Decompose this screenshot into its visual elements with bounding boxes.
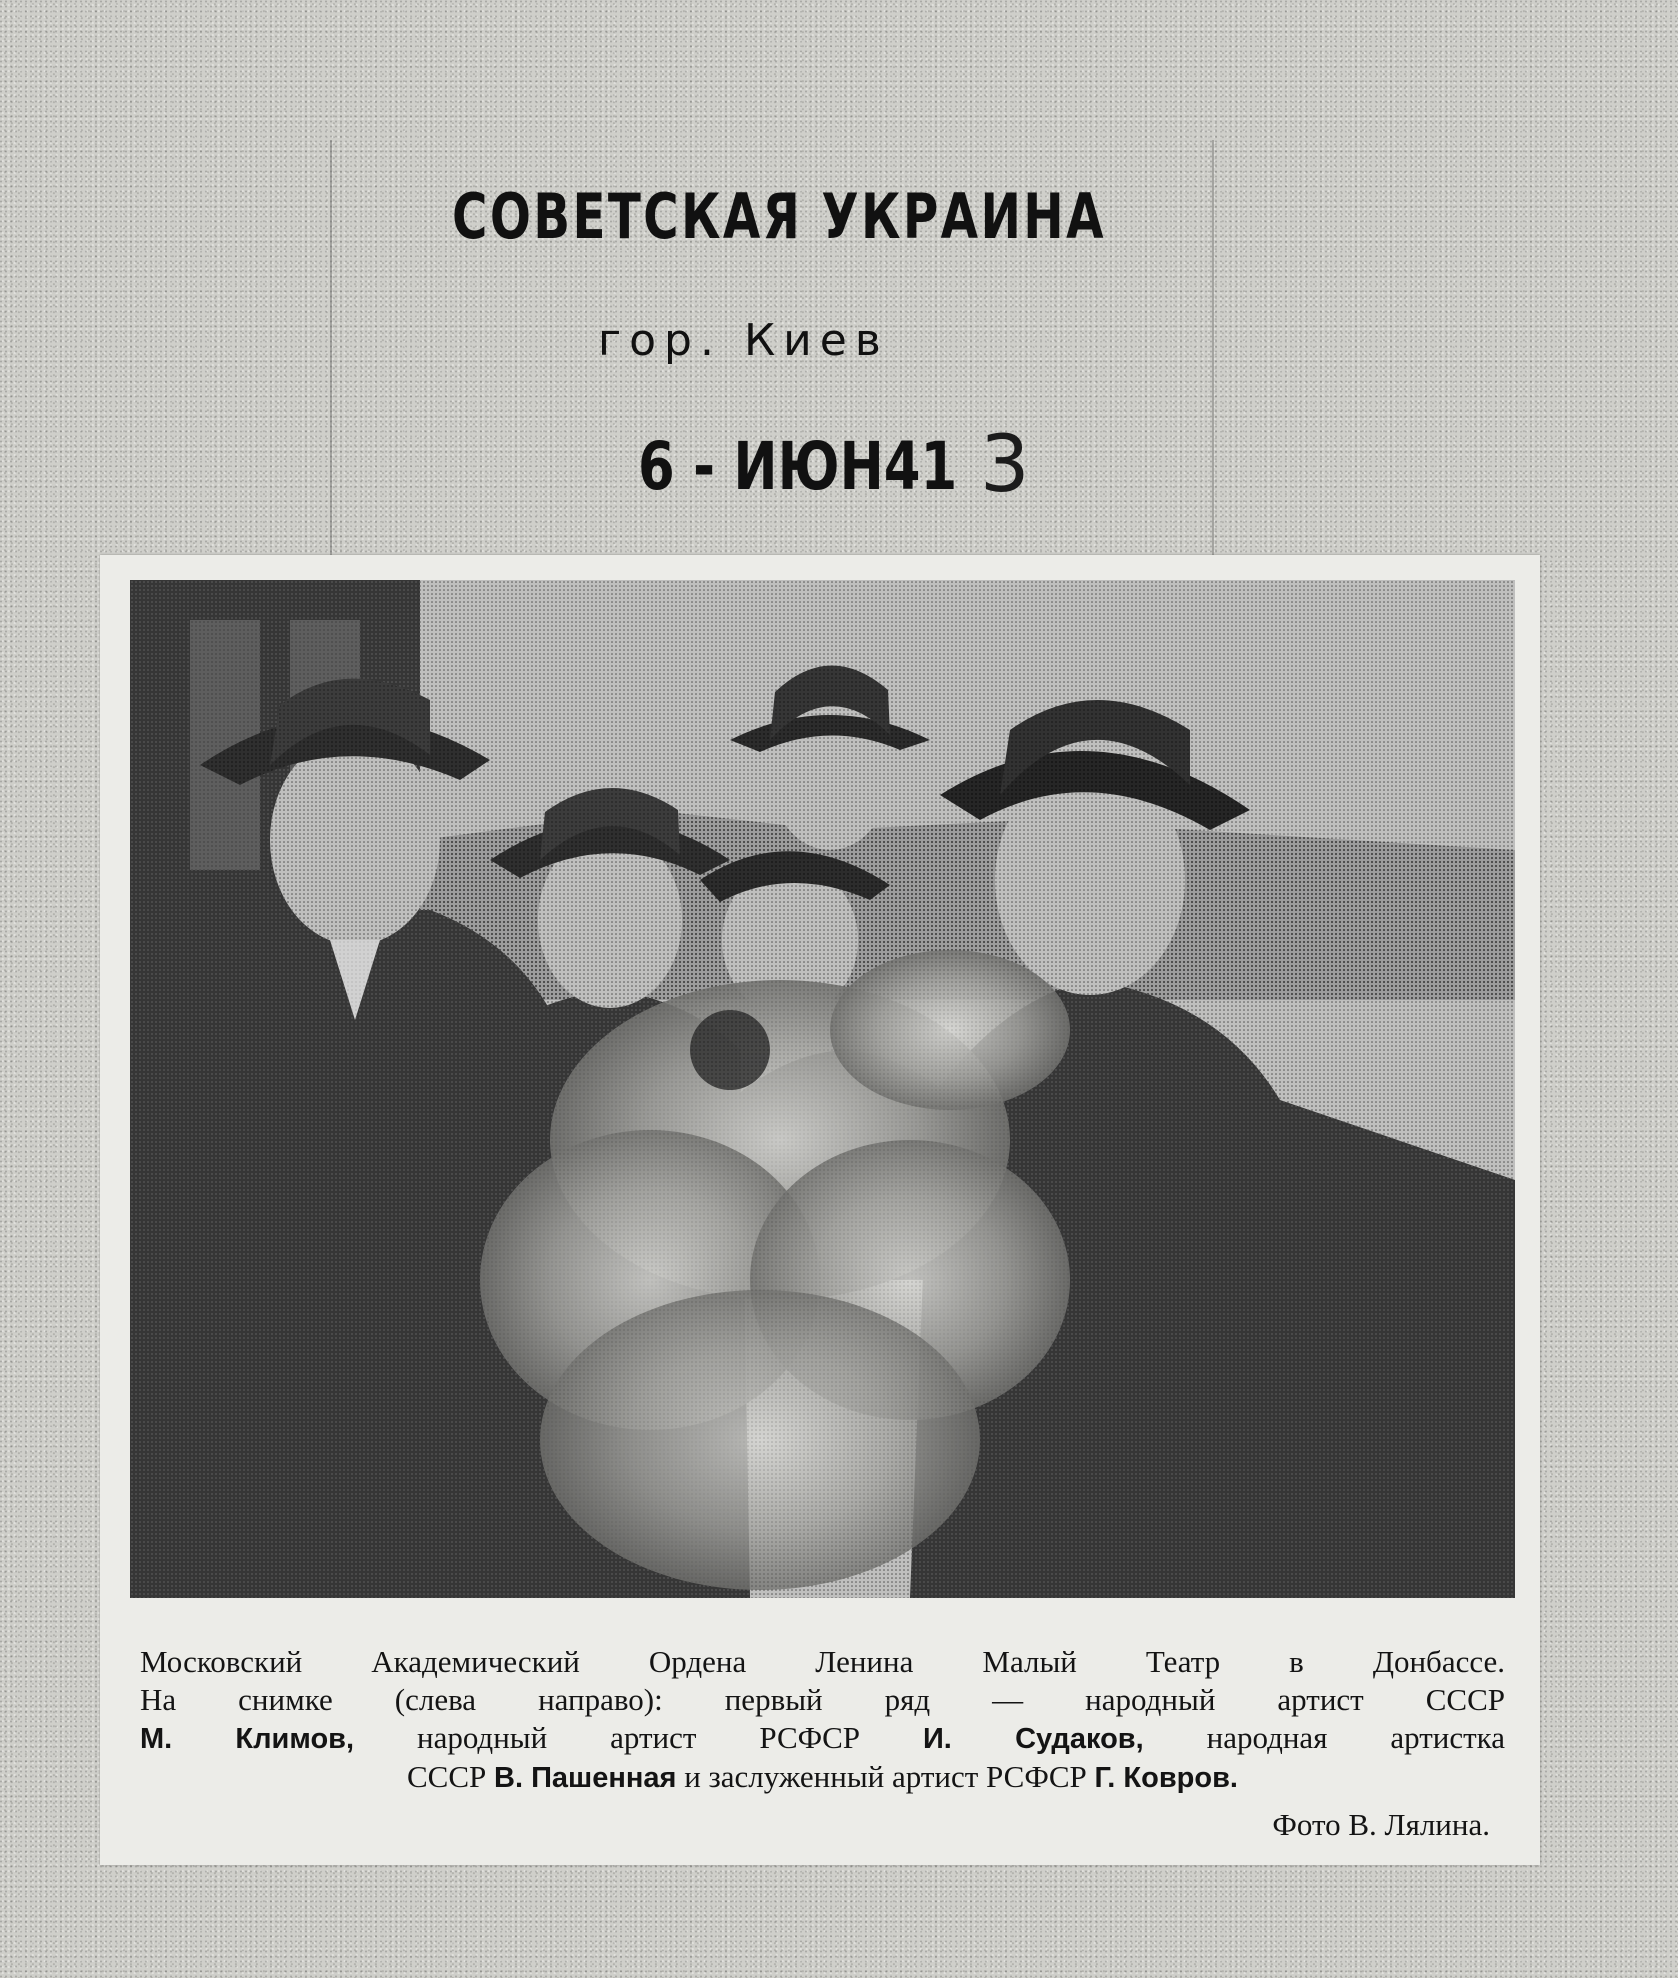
newspaper-clipping <box>100 555 1540 1865</box>
caption-name: И. Судаков, <box>922 1723 1144 1755</box>
group-photo-image <box>130 580 1515 1598</box>
stamp-issue-number: 3 <box>980 420 1030 510</box>
photo-caption <box>140 1643 1505 1797</box>
caption-text: и заслуженный артист РСФСР <box>676 1759 1095 1794</box>
stamp-city: гор. Киев <box>598 315 889 366</box>
stamp-date: 6 - ИЮН41 <box>638 428 958 505</box>
caption-text: СССР <box>407 1759 495 1794</box>
fold-line-left <box>330 140 332 560</box>
caption-text: народная артистка <box>1143 1720 1506 1755</box>
caption-line <box>140 1719 1505 1758</box>
caption-name: М. Климов, <box>140 1723 355 1755</box>
photo-credit: Фото В. Лялина. <box>1272 1807 1490 1842</box>
caption-name: В. Пашенная <box>494 1762 677 1794</box>
caption-line: Московский Академический Ордена Ленина Малый Театр в Донбассе. <box>140 1644 1505 1679</box>
stamp-newspaper-title: СОВЕТСКАЯ УКРАИНА <box>452 180 1106 253</box>
group-photo <box>130 580 1515 1598</box>
caption-text: народный артист РСФСР <box>354 1720 923 1755</box>
archive-stamp <box>420 180 1120 540</box>
caption-line <box>140 1758 1505 1797</box>
caption-name: Г. Ковров. <box>1094 1762 1238 1794</box>
fold-line-right <box>1212 140 1214 560</box>
caption-line: На снимке (слева направо): первый ряд — народный артист СССР <box>140 1682 1505 1717</box>
